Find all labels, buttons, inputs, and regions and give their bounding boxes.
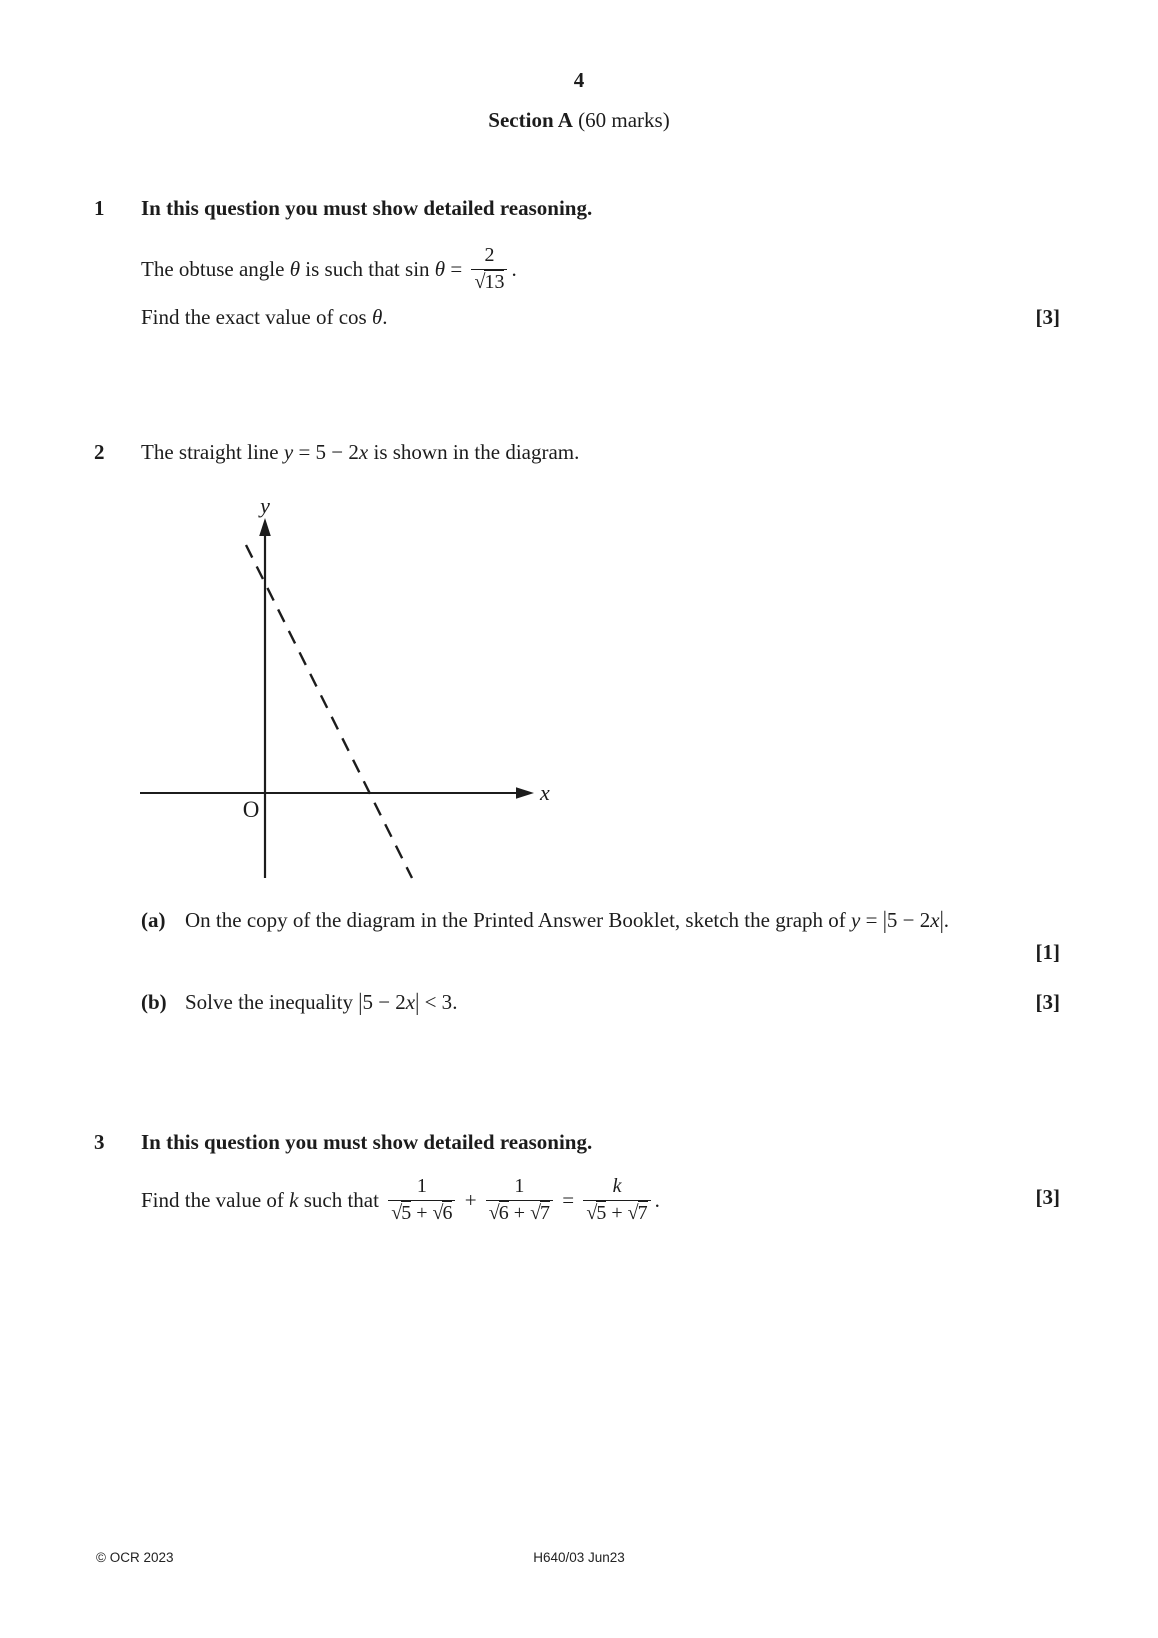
k-variable: k [289,1187,299,1212]
radical-icon: √ [474,270,486,293]
radicand: 5 [401,1201,412,1224]
x-axis-label: x [540,780,550,805]
abs-bar: | [358,988,363,1016]
abs-bar: | [882,906,887,934]
question-1-task [141,305,388,330]
question-1-number: 1 [94,196,105,220]
x-variable: x [405,990,416,1014]
question-1-heading: In this question you must show detailed reasoning. [141,196,593,220]
expression: 5 − 2 [886,908,931,932]
question-2-intro [141,440,579,465]
question-3-statement [141,1168,660,1232]
radicand: 5 [596,1201,607,1224]
x-axis-arrowhead-icon [516,787,534,799]
period: . [943,908,950,932]
q1-text: The obtuse angle [141,256,290,281]
radicand: 6 [498,1201,509,1224]
part-b-marks: [3] [1035,990,1060,1014]
dashed-line-y-equals-5-minus-2x [246,545,412,878]
part-a-label: (a) [141,908,166,932]
radicand: 7 [540,1201,551,1224]
question-3-number: 3 [94,1130,105,1154]
part-a-instruction: On the copy of the diagram in the Printed Answer Booklet, sketch the graph of [185,908,852,932]
fraction-1-over-sqrt6-plus-sqrt7 [486,1175,553,1225]
period: . [382,305,388,329]
sin-function: sin [405,256,435,281]
radical-icon: √ [627,1201,639,1224]
fraction-denominator [486,1200,553,1226]
plus-operator: + [459,1187,482,1212]
footer-copyright: © OCR 2023 [96,1550,174,1565]
equals-operator: = [557,1187,580,1212]
q3-text-mid: such that [298,1187,385,1212]
radical-icon: √ [530,1201,542,1224]
q1-marks: [3] [1035,305,1060,329]
inequality: < 3 [419,990,453,1014]
abs-bar: | [939,906,944,934]
line-graph-diagram [130,492,560,887]
radical-icon: √ [488,1201,500,1224]
y-axis-label: y [260,493,270,518]
radicand: 13 [484,270,505,293]
origin-label: O [242,797,260,822]
fraction-1-over-sqrt5-plus-sqrt6 [388,1175,455,1225]
expression: 5 − 2 [362,990,406,1014]
q2-text-end: is shown in the diagram. [368,440,580,464]
q3-marks: [3] [1035,1185,1060,1209]
footer-paper-code: H640/03 Jun23 [533,1550,625,1565]
page-number: 4 [573,68,585,92]
section-heading [0,108,1158,133]
q2-text: The straight line [141,440,284,464]
section-marks: (60 marks) [572,108,670,132]
theta-symbol: θ [371,305,383,329]
radical-icon: √ [586,1201,598,1224]
q3-text: Find the value of [141,1187,290,1212]
y-variable: y [851,908,861,932]
plus-sign: + [411,1201,433,1224]
radicand: 7 [637,1201,648,1224]
radicand: 6 [442,1201,453,1224]
question-1-statement [141,240,517,298]
fraction-numerator: 1 [416,1174,427,1197]
question-2-number: 2 [94,440,105,464]
period: . [654,1187,660,1212]
part-b-label: (b) [141,990,167,1014]
fraction-k-over-sqrt5-plus-sqrt7 [583,1175,650,1225]
x-variable: x [930,908,940,932]
fraction-numerator: 1 [514,1174,525,1197]
fraction-denominator [471,269,507,295]
y-variable: y [283,440,294,464]
part-a-text [185,908,949,933]
cos-function: cos [338,305,372,329]
y-axis-arrowhead-icon [259,518,271,536]
part-b-text [185,990,457,1015]
q2-equation: = 5 − 2 [293,440,359,464]
plus-sign: + [508,1201,531,1224]
radical-icon: √ [391,1201,403,1224]
q1-find-text: Find the exact value of [141,305,339,329]
fraction-denominator [583,1200,650,1226]
equals-sign: = [860,908,883,932]
section-title: Section A [488,108,573,132]
part-b-instruction: Solve the inequality [185,990,359,1014]
part-a-marks: [1] [1035,940,1060,964]
equals-sign: = [445,256,468,281]
fraction-numerator: 2 [484,243,495,266]
x-variable: x [358,440,369,464]
fraction-2-over-sqrt13 [471,244,507,294]
theta-symbol: θ [289,256,301,281]
question-3-heading: In this question you must show detailed reasoning. [141,1130,593,1154]
fraction-numerator-k: k [612,1174,622,1197]
theta-symbol: θ [434,256,446,281]
period: . [452,990,458,1014]
radical-icon: √ [432,1201,444,1224]
period: . [511,256,517,281]
fraction-denominator [388,1200,455,1226]
abs-bar: | [415,988,420,1016]
q1-text-mid: is such that [300,256,406,281]
plus-sign: + [606,1201,628,1224]
